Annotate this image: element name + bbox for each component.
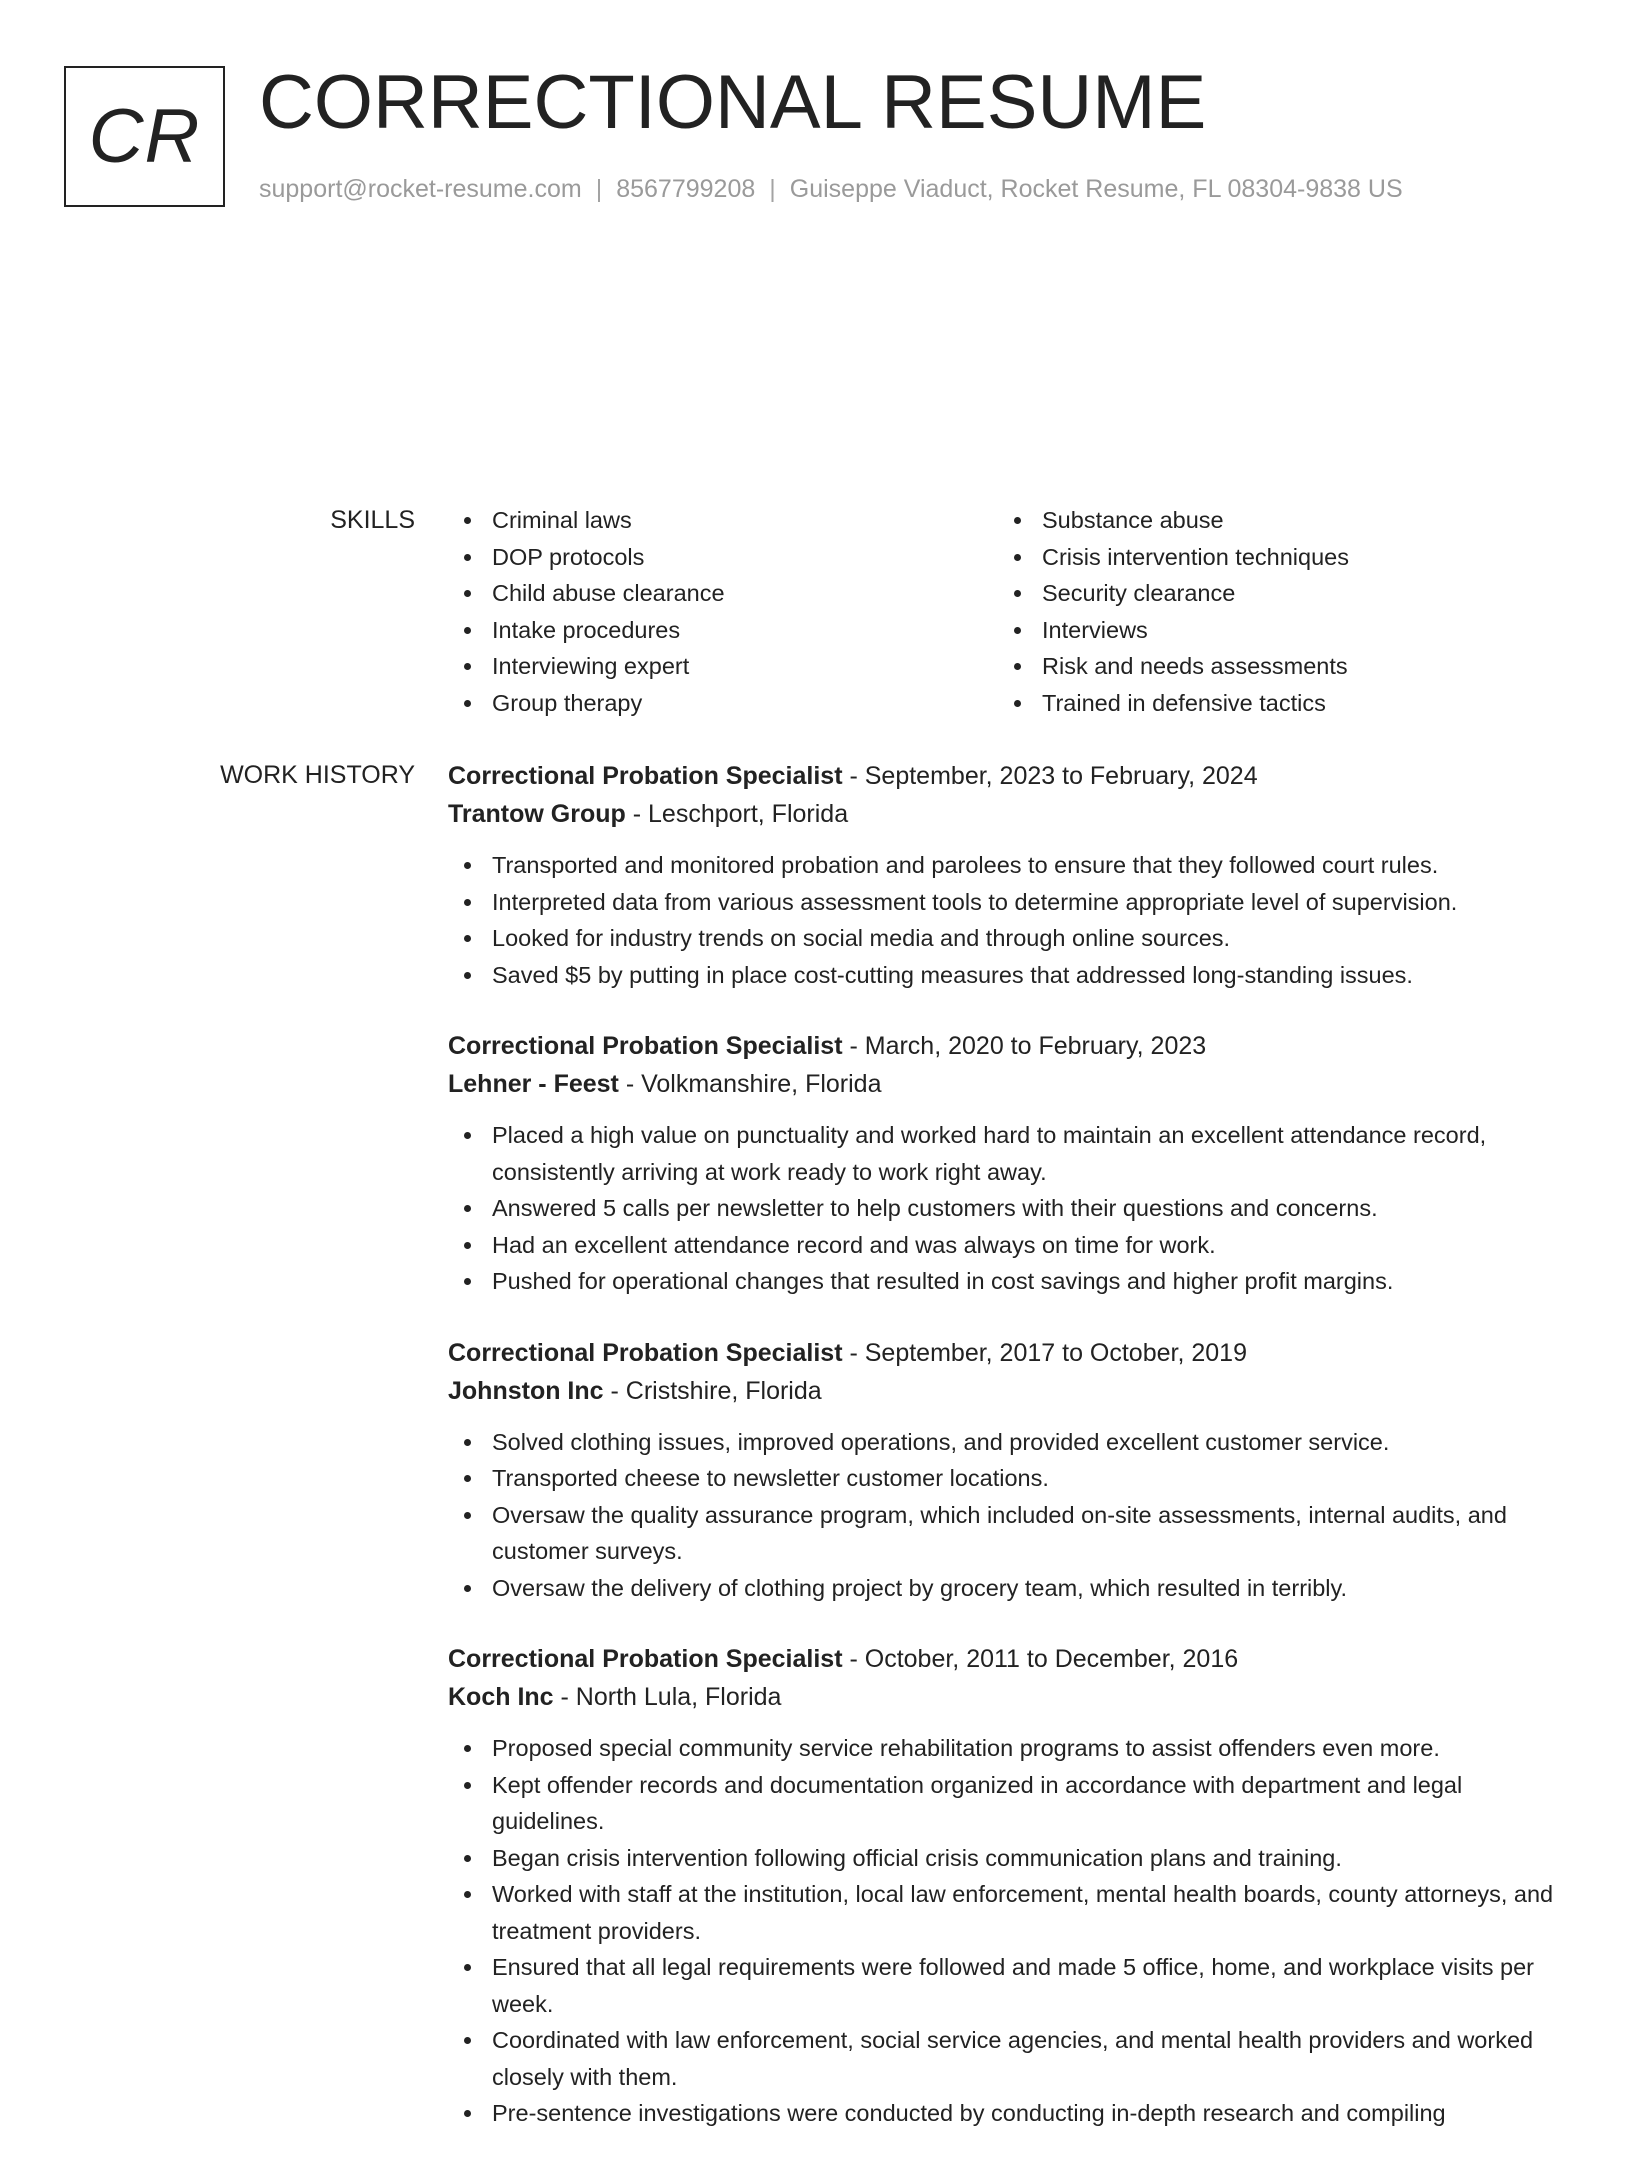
job-company: Lehner - Feest xyxy=(448,1070,619,1098)
job-dates: - October, 2011 to December, 2016 xyxy=(849,1645,1239,1673)
job-bullet: Transported and monitored probation and parolees to ensure that they followed court rules. xyxy=(448,847,1563,884)
skills-content xyxy=(448,502,1563,721)
job-bullets xyxy=(448,1117,1563,1300)
job-title: Correctional Probation Specialist xyxy=(448,1338,843,1367)
job-company-line xyxy=(448,1678,1563,1716)
skill-item: Risk and needs assessments xyxy=(998,648,1548,685)
skills-grid xyxy=(448,502,1563,721)
job-bullet: Worked with staff at the institution, local law enforcement, mental health boards, county attorneys, and treatment providers. xyxy=(448,1876,1563,1949)
contact-separator: | xyxy=(595,175,603,203)
job-title-line xyxy=(448,757,1563,795)
contact-email[interactable]: support@rocket-resume.com xyxy=(259,175,582,203)
skill-item: Crisis intervention techniques xyxy=(998,539,1548,576)
job-bullet: Interpreted data from various assessment tools to determine appropriate level of supervision. xyxy=(448,884,1563,921)
job-bullet: Answered 5 calls per newsletter to help customers with their questions and concerns. xyxy=(448,1190,1563,1227)
job-company: Koch Inc xyxy=(448,1683,554,1711)
job-dates: - September, 2023 to February, 2024 xyxy=(849,762,1258,790)
skills-column-left xyxy=(448,502,998,721)
job-location: - Leschport, Florida xyxy=(632,800,849,828)
job-bullet: Looked for industry trends on social media and through online sources. xyxy=(448,920,1563,957)
job-bullets xyxy=(448,847,1563,993)
job-title-line xyxy=(448,1334,1563,1372)
contact-address: Guiseppe Viaduct, Rocket Resume, FL 08304-9838 US xyxy=(789,175,1403,203)
job-bullet: Placed a high value on punctuality and worked hard to maintain an excellent attendance record, consistently arriving at work ready to work right away. xyxy=(448,1117,1563,1190)
job-company-line xyxy=(448,1065,1563,1103)
job-bullet: Pre-sentence investigations were conducted by conducting in-depth research and compiling xyxy=(448,2095,1563,2132)
job-company-line xyxy=(448,795,1563,833)
job-entry xyxy=(448,757,1563,993)
job-bullets xyxy=(448,1730,1563,2132)
skill-item: DOP protocols xyxy=(448,539,998,576)
job-location: - Volkmanshire, Florida xyxy=(625,1070,882,1098)
job-company: Trantow Group xyxy=(448,800,626,828)
job-title: Correctional Probation Specialist xyxy=(448,1645,843,1673)
job-bullet: Kept offender records and documentation organized in accordance with department and legal guidelines. xyxy=(448,1767,1563,1840)
job-company: Johnston Inc xyxy=(448,1376,604,1405)
skills-column-right xyxy=(998,502,1548,721)
job-title-line xyxy=(448,1640,1563,1678)
job-bullet: Oversaw the delivery of clothing project by grocery team, which resulted in terribly. xyxy=(448,1570,1563,1607)
job-company-line xyxy=(448,1372,1563,1410)
job-title-line xyxy=(448,1027,1563,1065)
job-dates: - September, 2017 to October, 2019 xyxy=(849,1338,1247,1367)
skills-heading: SKILLS xyxy=(330,506,415,534)
work-history-content xyxy=(448,757,1563,2166)
skill-item: Interviewing expert xyxy=(448,648,998,685)
job-bullet: Began crisis intervention following official crisis communication plans and training. xyxy=(448,1840,1563,1877)
skill-item: Substance abuse xyxy=(998,502,1548,539)
skill-item: Trained in defensive tactics xyxy=(998,685,1548,722)
job-bullet: Solved clothing issues, improved operations, and provided excellent customer service. xyxy=(448,1424,1563,1461)
contact-separator: | xyxy=(769,175,776,203)
job-bullet: Had an excellent attendance record and was always on time for work. xyxy=(448,1227,1563,1264)
document-title: CORRECTIONAL RESUME xyxy=(259,60,1207,145)
work-history-heading: WORK HISTORY xyxy=(220,761,415,789)
skill-item: Criminal laws xyxy=(448,502,998,539)
job-location: - Cristshire, Florida xyxy=(610,1376,822,1405)
job-bullet: Saved $5 by putting in place cost-cutting measures that addressed long-standing issues. xyxy=(448,957,1563,994)
job-bullet: Transported cheese to newsletter customer locations. xyxy=(448,1460,1563,1497)
skill-item: Interviews xyxy=(998,612,1548,649)
monogram-logo xyxy=(64,66,225,207)
skill-item: Security clearance xyxy=(998,575,1548,612)
monogram-text: CR xyxy=(88,93,201,179)
job-location: - North Lula, Florida xyxy=(560,1683,782,1711)
job-bullet: Oversaw the quality assurance program, which included on-site assessments, internal audits, and customer surveys. xyxy=(448,1497,1563,1570)
job-dates: - March, 2020 to February, 2023 xyxy=(849,1032,1207,1060)
contact-phone[interactable]: 8567799208 xyxy=(616,175,756,203)
skill-item: Group therapy xyxy=(448,685,998,722)
contact-line xyxy=(259,173,1403,205)
job-bullet: Ensured that all legal requirements were followed and made 5 office, home, and workplace visits per week. xyxy=(448,1949,1563,2022)
skill-item: Intake procedures xyxy=(448,612,998,649)
job-entry xyxy=(448,1027,1563,1300)
job-entry xyxy=(448,1640,1563,2132)
job-title: Correctional Probation Specialist xyxy=(448,1032,843,1060)
job-entry xyxy=(448,1334,1563,1607)
job-title: Correctional Probation Specialist xyxy=(448,762,843,790)
skill-item: Child abuse clearance xyxy=(448,575,998,612)
job-bullet: Coordinated with law enforcement, social service agencies, and mental health providers and worked closely with them. xyxy=(448,2022,1563,2095)
job-bullet: Pushed for operational changes that resulted in cost savings and higher profit margins. xyxy=(448,1263,1563,1300)
job-bullet: Proposed special community service rehabilitation programs to assist offenders even more. xyxy=(448,1730,1563,1767)
job-bullets xyxy=(448,1424,1563,1607)
